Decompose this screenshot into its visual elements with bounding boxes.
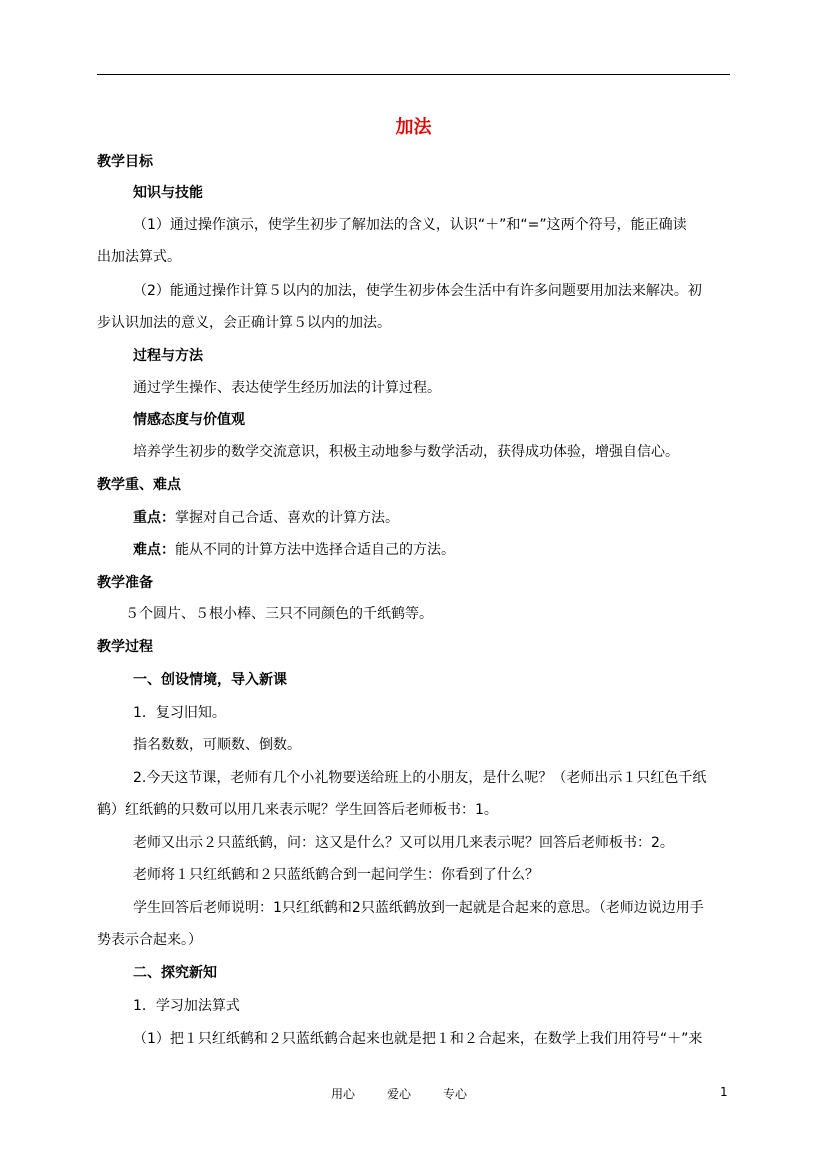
body-text-line: 通过学生操作、表达使学生经历加法的计算过程。: [133, 380, 441, 396]
body-text-line: 1．复习旧知。: [133, 705, 226, 721]
body-text-line: 势表示合起来。）: [97, 932, 202, 948]
label-prefix: 重点：: [133, 510, 175, 526]
section-heading: 知识与技能: [133, 185, 203, 201]
section-heading: 二、探究新知: [133, 965, 217, 981]
section-heading: 过程与方法: [133, 348, 203, 364]
body-text-line: 鹤）红纸鹤的只数可以用几来表示呢？学生回答后老师板书：1。: [97, 802, 498, 818]
section-heading: 教学准备: [97, 575, 153, 591]
body-text-line: 1．学习加法算式: [133, 998, 240, 1014]
section-heading: 情感态度与价值观: [133, 412, 245, 428]
section-heading: 教学重、难点: [97, 477, 181, 493]
section-heading: 教学目标: [97, 154, 153, 170]
label-prefix: 难点：: [133, 542, 175, 558]
document-title: 加法: [395, 117, 432, 138]
footer-word-3: 专心: [443, 1087, 468, 1101]
body-text-line: （1）把１只红纸鹤和２只蓝纸鹤合起来也就是把１和２合起来，在数学上我们用符号“＋”来: [133, 1031, 703, 1047]
body-text-line: 出加法算式。: [97, 249, 181, 265]
body-text-line: 老师又出示２只蓝纸鹤，问：这又是什么？又可以用几来表示呢？回答后老师板书：2。: [133, 835, 674, 851]
body-text-line: 老师将１只红纸鹤和２只蓝纸鹤合到一起问学生：你看到了什么？: [133, 867, 539, 883]
section-heading: 教学过程: [97, 639, 153, 655]
body-text-line: 难点：能从不同的计算方法中选择合适自己的方法。: [133, 542, 455, 558]
body-text-line: 步认识加法的意义，会正确计算５以内的加法。: [97, 315, 391, 331]
body-text-line: 培养学生初步的数学交流意识，积极主动地参与数学活动，获得成功体验，增强自信心。: [133, 444, 679, 460]
body-text-line: 指名数数，可顺数、倒数。: [133, 737, 301, 753]
body-text-line: 重点：掌握对自己合适、喜欢的计算方法。: [133, 510, 399, 526]
section-heading: 一、创设情境，导入新课: [133, 672, 287, 688]
body-text-line: 2.今天这节课，老师有几个小礼物要送给班上的小朋友，是什么呢？（老师出示１只红色千纸: [133, 770, 707, 786]
page-number: 1: [720, 1085, 728, 1099]
header-rule: [97, 74, 730, 75]
body-text-line: 学生回答后老师说明：1只红纸鹤和2只蓝纸鹤放到一起就是合起来的意思。（老师边说边用手: [133, 900, 704, 916]
footer-word-1: 用心: [331, 1087, 356, 1101]
footer-word-2: 爱心: [387, 1087, 412, 1101]
body-text-line: ５个圆片、５根小棒、三只不同颜色的千纸鹤等。: [125, 606, 433, 622]
body-text-line: （2）能通过操作计算５以内的加法，使学生初步体会生活中有许多问题要用加法来解决。初: [133, 283, 702, 299]
body-text-line: （1）通过操作演示，使学生初步了解加法的含义，认识“＋”和“=”这两个符号，能正确读: [133, 217, 687, 233]
